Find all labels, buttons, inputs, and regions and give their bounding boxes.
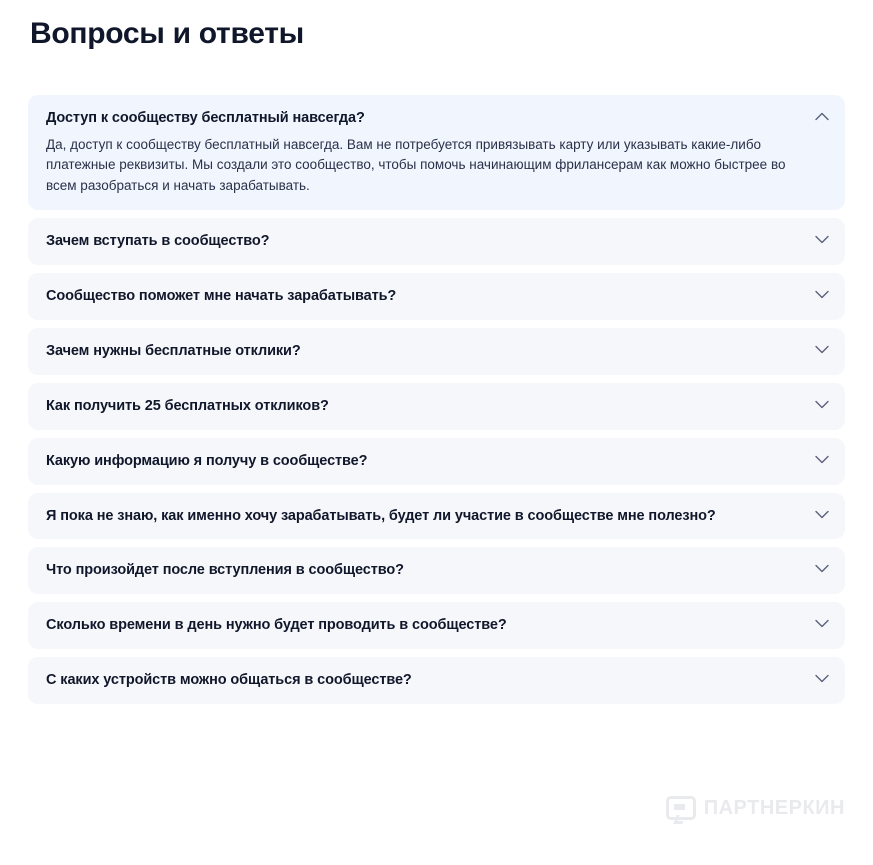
chevron-down-icon[interactable] <box>815 400 829 409</box>
faq-question[interactable]: Сколько времени в день нужно будет проводить в сообществе? <box>46 617 507 634</box>
faq-question[interactable]: Как получить 25 бесплатных откликов? <box>46 397 329 414</box>
chevron-down-icon[interactable] <box>815 235 829 244</box>
faq-question[interactable]: Сообщество поможет мне начать зарабатывать? <box>46 288 397 305</box>
watermark <box>666 796 845 820</box>
chevron-down-icon[interactable] <box>815 564 829 573</box>
chevron-down-icon[interactable] <box>815 290 829 299</box>
chevron-up-icon[interactable] <box>815 112 829 121</box>
chevron-down-icon[interactable] <box>815 674 829 683</box>
page-title: Вопросы и ответы <box>30 17 304 50</box>
faq-item[interactable] <box>28 493 845 540</box>
faq-item[interactable] <box>28 602 845 649</box>
faq-question[interactable]: Я пока не знаю, как именно хочу зарабатывать, будет ли участие в сообществе мне полезно? <box>46 507 716 524</box>
faq-question[interactable]: С каких устройств можно общаться в сообществе? <box>46 672 412 689</box>
faq-item[interactable] <box>28 328 845 375</box>
faq-item[interactable] <box>28 218 845 265</box>
faq-question[interactable]: Зачем вступать в сообщество? <box>46 233 270 250</box>
chevron-down-icon[interactable] <box>815 455 829 464</box>
faq-question[interactable]: Зачем нужны бесплатные отклики? <box>46 343 301 360</box>
chevron-down-icon[interactable] <box>815 345 829 354</box>
faq-item[interactable] <box>28 273 845 320</box>
faq-accordion <box>28 95 845 704</box>
chat-bubble-icon <box>666 796 696 820</box>
chevron-down-icon[interactable] <box>815 619 829 628</box>
faq-item[interactable] <box>28 438 845 485</box>
faq-question[interactable]: Доступ к сообществу бесплатный навсегда? <box>46 110 365 126</box>
faq-item[interactable] <box>28 547 845 594</box>
faq-item[interactable] <box>28 95 845 210</box>
watermark-label: ПАРТНЕРКИН <box>703 796 845 819</box>
faq-question[interactable]: Что произойдет после вступления в сообщество? <box>46 562 404 579</box>
faq-question[interactable]: Какую информацию я получу в сообществе? <box>46 452 368 469</box>
chevron-down-icon[interactable] <box>815 510 829 519</box>
faq-item[interactable] <box>28 383 845 430</box>
faq-page <box>0 14 873 865</box>
faq-answer: Да, доступ к сообществу бесплатный навсегда. Вам не потребуется привязывать карту или указывать какие-либо платежные реквизиты. Мы создали это сообщество, чтобы помочь начинающим фрилансерам как можно быстрее во всем разобраться и начать зарабатывать. <box>46 136 786 193</box>
faq-item[interactable] <box>28 657 845 704</box>
